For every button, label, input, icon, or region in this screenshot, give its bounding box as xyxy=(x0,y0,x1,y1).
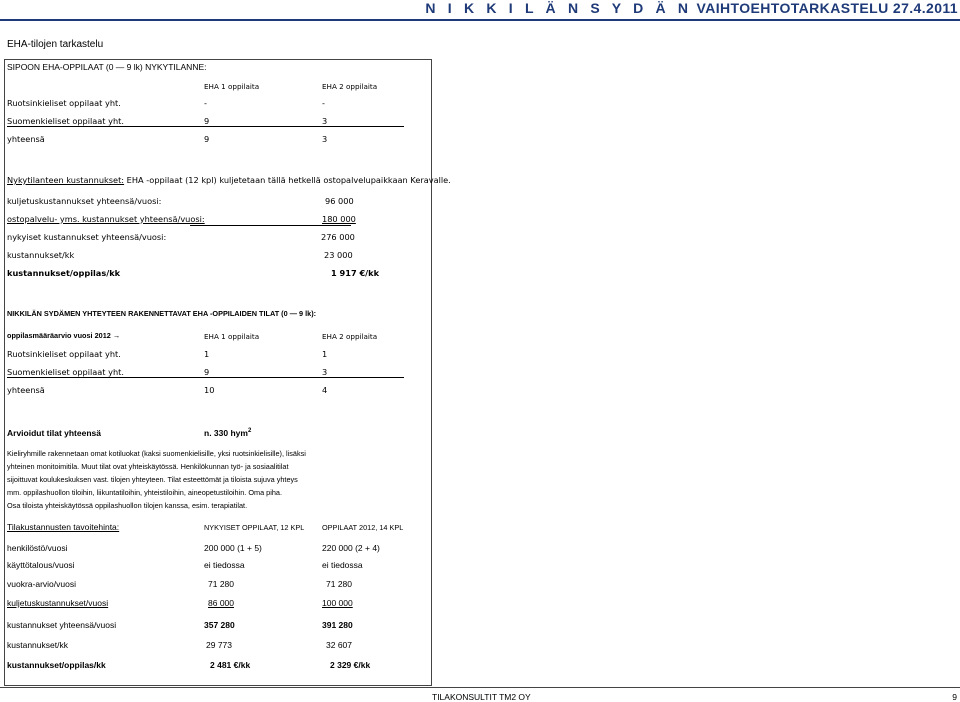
planned-row-v2: 1 xyxy=(322,349,328,359)
cost-row-label: nykyiset kustannukset yhteensä/vuosi: xyxy=(7,232,167,242)
target-col2-header: OPPILAAT 2012, 14 KPL xyxy=(322,523,404,532)
page-header xyxy=(425,0,958,16)
target-row-v1: 357 280 xyxy=(204,620,235,630)
cost-row-label: kustannukset/oppilas/kk xyxy=(7,268,121,278)
target-row-v2: ei tiedossa xyxy=(322,560,363,570)
description-line: Osa tiloista yhteiskäytössä oppilashuollon tilojen kanssa, esim. terapiatilat. xyxy=(7,501,248,510)
cost-row-value: 23 000 xyxy=(324,250,353,260)
target-col1-header: NYKYISET OPPILAAT, 12 KPL xyxy=(204,523,305,532)
cost-row-value: 180 000 xyxy=(322,214,356,224)
description-line: yhteinen monitoimitila. Muut tilat ovat yhteiskäytössä. Henkilökunnan työ- ja sosiaalitilat xyxy=(7,462,289,471)
current-total-label: yhteensä xyxy=(7,134,45,144)
current-costs-line xyxy=(7,175,451,185)
footer-company: TILAKONSULTIT TM2 OY xyxy=(432,692,531,702)
target-row-v1: ei tiedossa xyxy=(204,560,245,570)
target-row-label: vuokra-arvio/vuosi xyxy=(7,579,76,589)
current-row-label: Ruotsinkieliset oppilaat yht. xyxy=(7,98,121,108)
target-row-v2: 71 280 xyxy=(326,579,352,589)
target-row-v1: 2 481 €/kk xyxy=(210,660,251,670)
current-col2-header: EHA 2 oppilaita xyxy=(322,82,378,91)
target-row-v1: 200 000 (1 + 5) xyxy=(204,543,262,553)
target-row-v2: 391 280 xyxy=(322,620,353,630)
current-costs-label: Nykytilanteen kustannukset: xyxy=(7,175,125,185)
header-rule xyxy=(0,19,960,21)
planned-row-label: Ruotsinkieliset oppilaat yht. xyxy=(7,349,121,359)
planned-col2-header: EHA 2 oppilaita xyxy=(322,332,378,341)
target-label: Tilakustannusten tavoitehinta: xyxy=(7,522,120,532)
area-value: n. 330 hym xyxy=(204,428,248,438)
planned-estimate-label: oppilasmääräarvio vuosi 2012 xyxy=(7,331,111,340)
planned-row-v1: 1 xyxy=(204,349,210,359)
current-total-v1: 9 xyxy=(204,134,210,144)
planned-row-label: Suomenkieliset oppilaat yht. xyxy=(7,367,124,377)
current-row-v1: 9 xyxy=(204,116,210,126)
planned-col1-header: EHA 1 oppilaita xyxy=(204,332,260,341)
target-row-v2: 100 000 xyxy=(322,598,353,608)
cost-row-value: 96 000 xyxy=(325,196,354,206)
page-number: 9 xyxy=(952,692,957,702)
target-row-label: henkilöstö/vuosi xyxy=(7,543,68,553)
current-row-v2: - xyxy=(322,98,325,108)
target-row-label: kustannukset/kk xyxy=(7,640,68,650)
cost-row-value: 276 000 xyxy=(321,232,355,242)
cost-row-value: 1 917 €/kk xyxy=(331,268,380,278)
current-row-v2: 3 xyxy=(322,116,328,126)
current-costs-text: EHA -oppilaat (12 kpl) kuljetetaan tällä hetkellä ostopalvelupaikkaan Keravalle. xyxy=(124,175,451,185)
sum-rule xyxy=(7,126,404,127)
current-col1-header: EHA 1 oppilaita xyxy=(204,82,260,91)
description-line: sijoittuvat koulukeskuksen vast. tilojen yhteyteen. Tilat esteettömät ja tiloista sujuva yhteys xyxy=(7,475,298,484)
current-total-v2: 3 xyxy=(322,134,328,144)
cost-row-label: kustannukset/kk xyxy=(7,250,75,260)
arrow-right-icon: → xyxy=(112,331,121,340)
cost-row-label: ostopalvelu- yms. kustannukset yhteensä/vuosi: xyxy=(7,214,205,224)
planned-row-v1: 9 xyxy=(204,367,210,377)
header-doc-title: VAIHTOEHTOTARKASTELU 27.4.2011 xyxy=(696,0,958,16)
area-label: Arvioidut tilat yhteensä xyxy=(7,428,101,438)
target-row-label: kustannukset yhteensä/vuosi xyxy=(7,620,117,630)
target-row-v2: 2 329 €/kk xyxy=(330,660,371,670)
area-value-wrap xyxy=(204,428,251,438)
planned-estimate-line xyxy=(7,331,120,340)
target-row-label: kuljetuskustannukset/vuosi xyxy=(7,598,109,608)
target-row-label: käyttötalous/vuosi xyxy=(7,560,75,570)
target-row-v1: 86 000 xyxy=(208,598,234,608)
area-sup: 2 xyxy=(247,428,252,435)
target-row-v1: 71 280 xyxy=(208,579,234,589)
footer-rule xyxy=(0,687,960,688)
description-line: Kieliryhmille rakennetaan omat kotiluokat (kaksi suomenkielisille, yksi ruotsinkielisille), lisäksi xyxy=(7,449,306,458)
target-row-v1: 29 773 xyxy=(206,640,232,650)
current-row-v1: - xyxy=(204,98,207,108)
cost-row-label: kuljetuskustannukset yhteensä/vuosi: xyxy=(7,196,162,206)
target-row-v2: 220 000 (2 + 4) xyxy=(322,543,380,553)
planned-total-label: yhteensä xyxy=(7,385,45,395)
current-title: SIPOON EHA-OPPILAAT (0 — 9 lk) NYKYTILANNE: xyxy=(7,62,207,72)
target-row-label: kustannukset/oppilas/kk xyxy=(7,660,106,670)
current-row-label: Suomenkieliset oppilaat yht. xyxy=(7,116,124,126)
planned-row-v2: 3 xyxy=(322,367,328,377)
planned-total-v1: 10 xyxy=(204,385,215,395)
planned-title: NIKKILÄN SYDÄMEN YHTEYTEEN RAKENNETTAVAT EHA -OPPILAIDEN TILAT (0 — 9 lk): xyxy=(7,309,317,318)
sum-rule xyxy=(7,377,404,378)
section-title: EHA-tilojen tarkastelu xyxy=(7,39,104,50)
target-row-v2: 32 607 xyxy=(326,640,352,650)
description-line: mm. oppilashuollon tiloihin, liikuntatiloihin, yhteistiloihin, aineopetustiloihin. Oma piha. xyxy=(7,488,283,497)
header-project-name: N I K K I L Ä N S Y D Ä N xyxy=(425,0,693,16)
planned-total-v2: 4 xyxy=(322,385,328,395)
sum-rule xyxy=(190,225,351,226)
